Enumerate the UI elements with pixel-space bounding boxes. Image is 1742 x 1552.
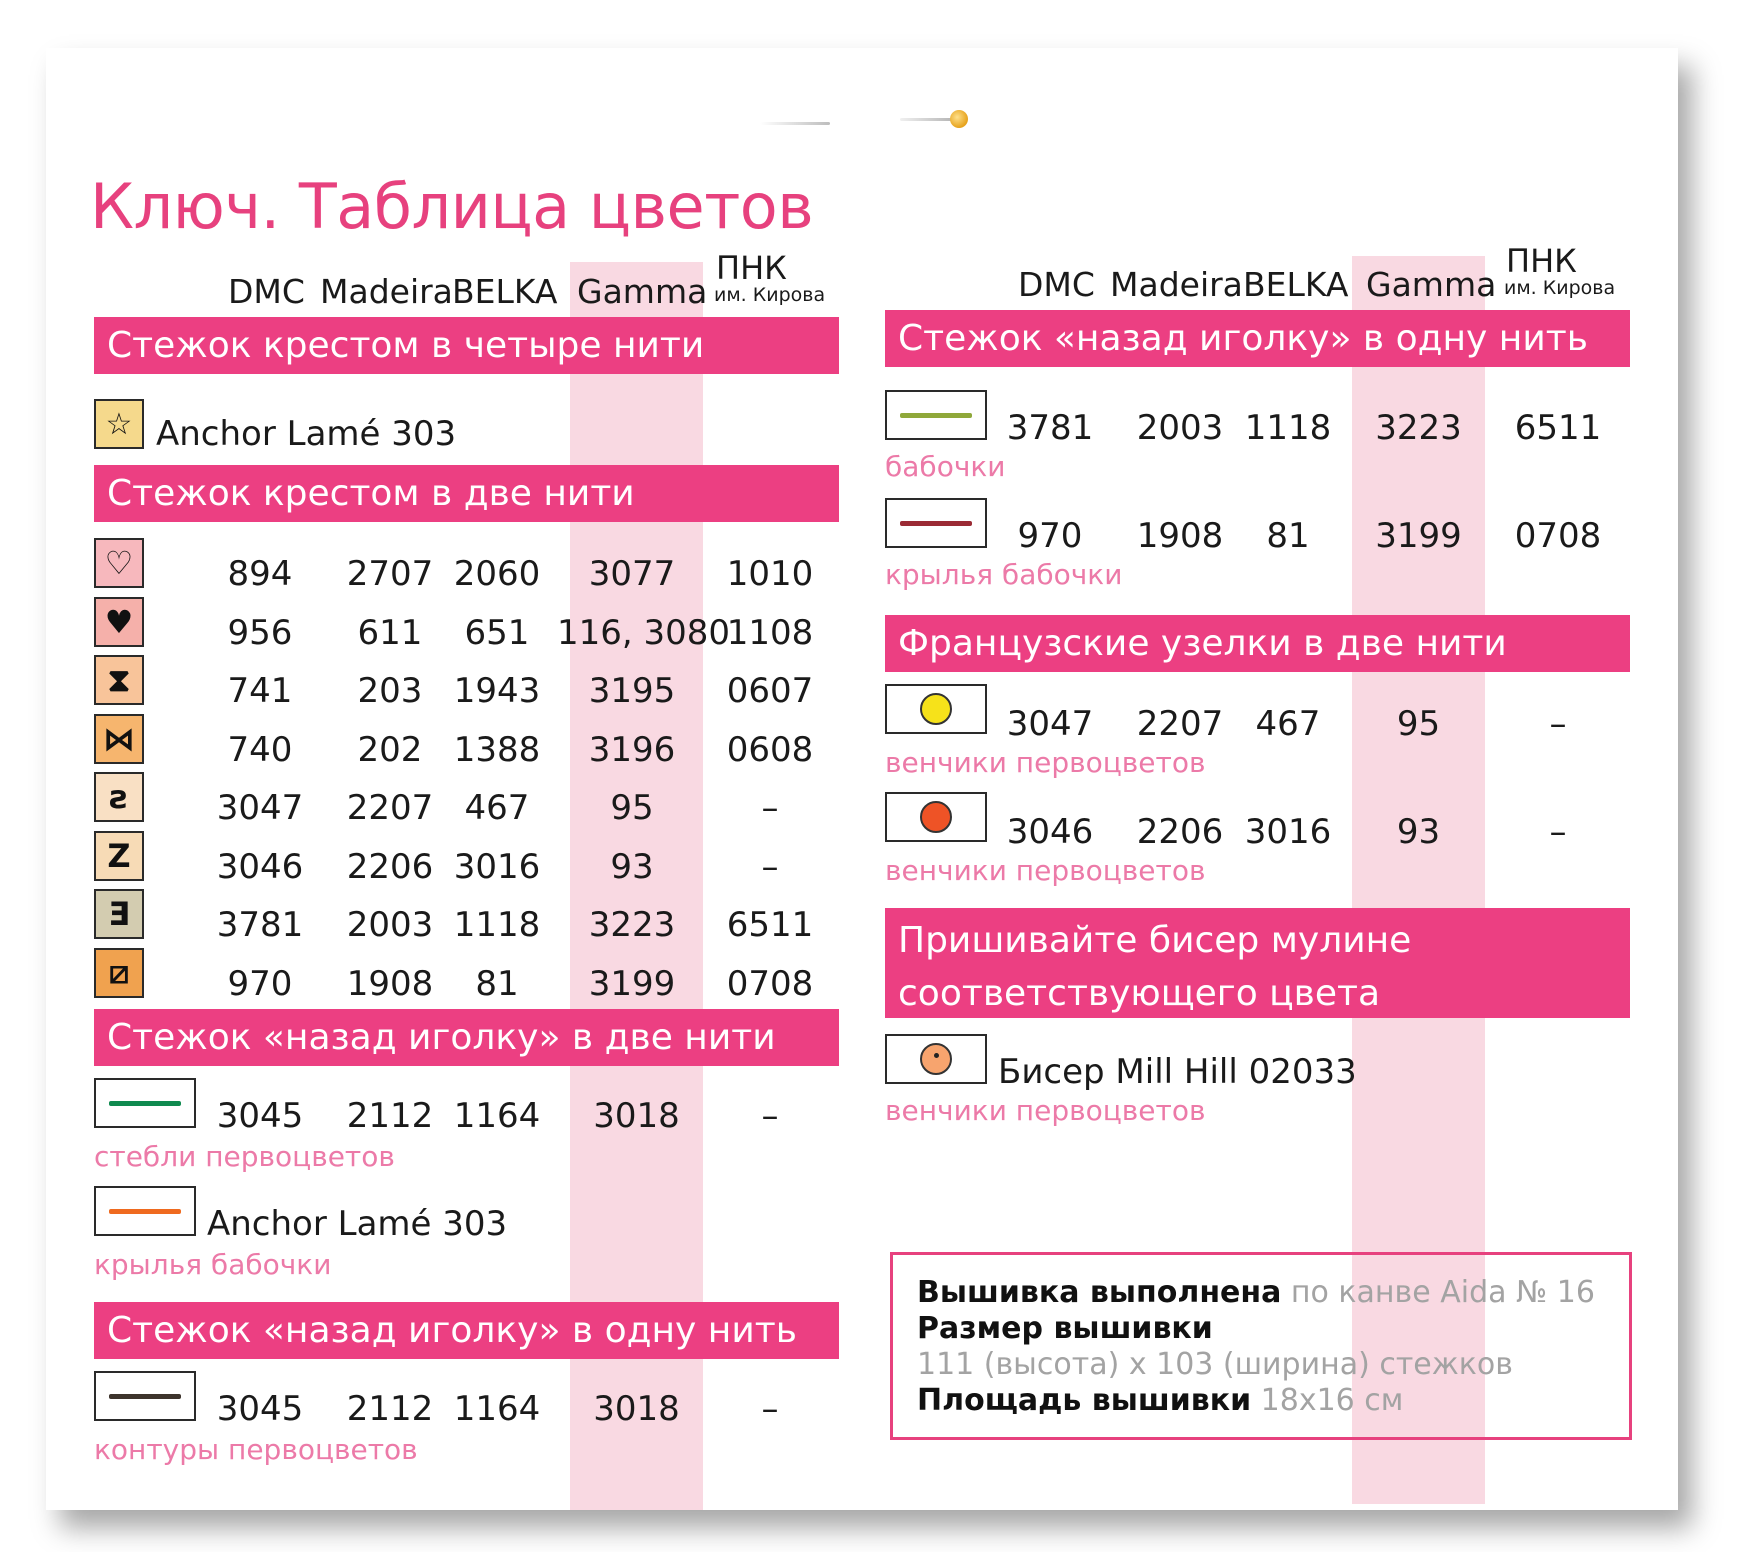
lame2-caption: крылья бабочки (94, 1248, 332, 1281)
row-caption: венчики первоцветов (885, 854, 1206, 887)
cell-madeira: 2207 (1136, 704, 1224, 744)
cell-dmc: 956 (227, 612, 293, 653)
cell-madeira: 1908 (1136, 516, 1224, 556)
swatch-line (109, 1209, 181, 1214)
swatch-line-right (885, 390, 987, 440)
cell-gamma: 93 (610, 846, 654, 887)
bowtie-icon: ⋈ (94, 714, 144, 764)
back2-belka: 1164 (453, 1096, 541, 1136)
cell-madeira: 2206 (1136, 812, 1224, 852)
cell-belka: 81 (475, 963, 519, 1004)
header-gamma-right: Gamma (1366, 265, 1497, 304)
header-pnk-label: ПНК (716, 249, 787, 287)
cell-dmc: 741 (227, 671, 293, 711)
cell-dmc: 3781 (216, 905, 304, 945)
cell-gamma: 3077 (588, 554, 676, 594)
cell-pnk: – (1549, 812, 1567, 852)
cell-madeira: 1908 (346, 963, 434, 1004)
cell-pnk: 0608 (726, 729, 814, 770)
cell-madeira: 2206 (346, 846, 434, 887)
lame-label-1: Anchor Lamé 303 (156, 414, 457, 454)
back2-madeira: 2112 (346, 1096, 434, 1136)
info-line-1 (917, 1275, 1605, 1311)
info-l1-bold: Вышивка выполнена (917, 1275, 1282, 1310)
beads-line-2: соответствующего цвета (898, 973, 1381, 1014)
bead-caption: венчики первоцветов (885, 1094, 1206, 1127)
back1-belka: 1164 (453, 1389, 541, 1429)
swatch-back1 (94, 1371, 196, 1421)
cell-belka: 467 (1255, 704, 1321, 744)
bead-hole (934, 1053, 939, 1058)
header-pnk-left (714, 249, 826, 306)
cell-madeira: 203 (357, 671, 423, 711)
info-l2-bold: Размер вышивки (917, 1311, 1213, 1346)
cell-pnk: 1108 (726, 612, 814, 653)
symbol-star-icon (94, 399, 144, 449)
bead-icon (920, 1043, 952, 1075)
cell-madeira: 611 (357, 612, 423, 653)
square-slash-icon: ⧄ (94, 948, 144, 998)
cell-belka: 651 (464, 612, 530, 653)
z-letter-icon: Z (94, 831, 144, 881)
pin-needle-left (760, 122, 830, 125)
cell-gamma: 3199 (588, 963, 676, 1004)
swatch-knot (885, 684, 987, 734)
beads-line-1: Пришивайте бисер мулине (898, 920, 1412, 961)
cell-dmc: 970 (227, 963, 293, 1004)
cell-pnk: 1010 (726, 554, 814, 594)
pin-head-icon (950, 110, 968, 128)
info-l4-bold: Площадь вышивки (917, 1383, 1252, 1418)
swatch-back2 (94, 1078, 196, 1128)
cell-pnk: 6511 (1514, 408, 1602, 448)
back1-madeira: 2112 (346, 1389, 434, 1429)
header-belka-right: BELKA (1243, 265, 1349, 304)
info-l4-rest: 18x16 см (1251, 1383, 1404, 1418)
heart-filled-icon: ♥ (94, 597, 144, 647)
page-title: Ключ. Таблица цветов (90, 170, 814, 243)
header-pnk-sub: им. Кирова (714, 284, 826, 306)
cell-belka: 1118 (453, 905, 541, 945)
heart-outline-icon: ♡ (94, 538, 144, 588)
info-box (890, 1252, 1632, 1440)
cell-gamma: 3196 (588, 729, 676, 770)
back2-gamma: 3018 (593, 1096, 680, 1136)
cell-gamma: 116, 3080 (557, 612, 731, 653)
cell-belka: 3016 (453, 846, 541, 887)
cell-dmc: 3781 (1006, 408, 1094, 448)
swatch-line (900, 413, 972, 418)
info-line-2 (917, 1311, 1605, 1347)
cell-dmc: 970 (1017, 516, 1083, 556)
info-l1-rest: по канве Aida № 16 (1281, 1275, 1595, 1310)
cell-madeira: 2207 (346, 788, 434, 828)
header-dmc-left: DMC (228, 272, 305, 311)
cell-pnk: – (1549, 704, 1567, 744)
row-caption: венчики первоцветов (885, 746, 1206, 779)
header-madeira-right: Madeira (1110, 265, 1243, 304)
s-reversed-icon: ƨ (94, 772, 144, 822)
symbol-star-glyph: ☆ (105, 406, 133, 442)
cell-madeira: 202 (357, 729, 423, 770)
section-back-1-right: Стежок «назад иголку» в одну нить (885, 310, 1630, 367)
cell-gamma: 95 (1396, 704, 1441, 744)
swatch-bead (885, 1034, 987, 1084)
swatch-line (900, 521, 972, 526)
section-cross-2: Стежок крестом в две нити (94, 465, 839, 522)
cell-gamma: 3223 (588, 905, 676, 945)
swatch-knot (885, 792, 987, 842)
back1-dmc: 3045 (216, 1389, 304, 1429)
back1-pnk: – (761, 1389, 779, 1429)
header-madeira-left: Madeira (320, 272, 453, 311)
cell-dmc: 3047 (1006, 704, 1094, 744)
hourglass-icon: ⧗ (94, 655, 144, 705)
knot-dot-icon (920, 693, 952, 725)
cell-pnk: 0708 (726, 963, 814, 1004)
cell-dmc: 740 (227, 729, 293, 770)
e-reversed-icon: Ǝ (94, 889, 144, 939)
cell-belka: 81 (1266, 516, 1310, 556)
cell-gamma: 93 (1396, 812, 1441, 852)
cell-pnk: 0708 (1514, 516, 1602, 556)
section-back-2: Стежок «назад иголку» в две нити (94, 1009, 839, 1066)
cell-dmc: 3046 (216, 846, 304, 887)
cell-belka: 2060 (453, 554, 541, 594)
cell-belka: 1388 (453, 729, 541, 770)
bead-label: Бисер Mill Hill 02033 (998, 1052, 1357, 1092)
back1-caption: контуры первоцветов (94, 1433, 418, 1466)
row-caption: бабочки (885, 450, 1006, 483)
swatch-line (109, 1394, 181, 1399)
header-pnk-sub: им. Кирова (1504, 277, 1616, 299)
cell-pnk: – (761, 788, 779, 828)
cell-pnk: 0607 (726, 671, 814, 711)
lame-label-2: Anchor Lamé 303 (207, 1204, 508, 1244)
info-line-3: 111 (высота) x 103 (ширина) стежков (917, 1347, 1513, 1382)
back1-gamma: 3018 (593, 1389, 680, 1429)
cell-gamma: 3195 (588, 671, 676, 711)
cell-belka: 467 (464, 788, 530, 828)
cell-gamma: 3223 (1375, 408, 1462, 448)
cell-belka: 1943 (453, 671, 541, 711)
section-french-knots: Французские узелки в две нити (885, 615, 1630, 672)
back2-pnk: – (761, 1096, 779, 1136)
back2-caption: стебли первоцветов (94, 1140, 395, 1173)
cell-pnk: 6511 (726, 905, 814, 945)
knot-dot-icon (920, 801, 952, 833)
header-pnk-label: ПНК (1506, 242, 1577, 280)
cell-madeira: 2707 (346, 554, 434, 594)
swatch-line-right (885, 498, 987, 548)
cell-madeira: 2003 (1136, 408, 1224, 448)
cell-gamma: 3199 (1375, 516, 1462, 556)
cell-pnk: – (761, 846, 779, 887)
swatch-line (109, 1101, 181, 1106)
section-back-1-left: Стежок «назад иголку» в одну нить (94, 1302, 839, 1359)
header-dmc-right: DMC (1018, 265, 1095, 304)
swatch-lame2 (94, 1186, 196, 1236)
cell-dmc: 3046 (1006, 812, 1094, 852)
section-cross-4: Стежок крестом в четыре нити (94, 317, 839, 374)
back2-dmc: 3045 (216, 1096, 304, 1136)
row-caption: крылья бабочки (885, 558, 1123, 591)
info-line-4 (917, 1383, 1605, 1419)
cell-gamma: 95 (610, 788, 654, 828)
cell-madeira: 2003 (346, 905, 434, 945)
cell-dmc: 894 (227, 554, 293, 594)
cell-belka: 3016 (1244, 812, 1332, 852)
header-gamma-left: Gamma (577, 272, 708, 311)
cell-belka: 1118 (1244, 408, 1332, 448)
header-pnk-right (1504, 242, 1616, 299)
section-beads (885, 908, 1630, 1018)
cell-dmc: 3047 (216, 788, 304, 828)
header-belka-left: BELKA (452, 272, 558, 311)
